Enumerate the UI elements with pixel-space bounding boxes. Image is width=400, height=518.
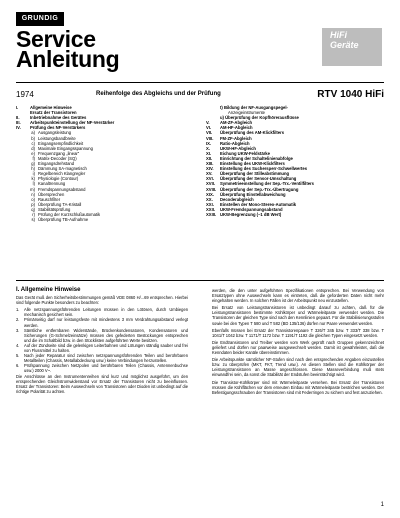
toc-entry-text: Decoderabgleich <box>220 196 254 202</box>
document-title <box>16 26 120 72</box>
toc-entry-number: p) <box>31 201 35 207</box>
toc-entry <box>206 212 384 217</box>
requirement-number: 1. <box>16 307 20 313</box>
toc-entry-number: XXI. <box>206 201 214 207</box>
toc-entry-number: a) <box>31 130 35 136</box>
toc-entry-number: XIV. <box>206 166 214 172</box>
toc-entry-number: XXIII. <box>206 211 217 217</box>
toc-entry-number: o) <box>31 196 35 202</box>
toc-entry-text: Regelbereich Klangregler <box>38 171 86 177</box>
requirement-item <box>16 353 188 363</box>
requirement-item <box>16 363 188 373</box>
title-line-1: Service <box>16 26 96 52</box>
badge-line-2: Geräte <box>330 40 359 50</box>
toc-entry-number: f) <box>32 155 35 161</box>
toc-entry-number: i) <box>32 171 35 177</box>
toc-entry-number: d) <box>31 145 35 151</box>
toc-entry-text: Symmetrieeinstellung der Sep.-Trx.-Ventilfilters <box>220 181 315 187</box>
toc-right <box>206 105 384 217</box>
toc-entry-number: I. <box>16 105 19 110</box>
toc-entry-number: XV. <box>206 171 213 177</box>
toc-entry-number: q) <box>31 206 35 212</box>
toc-entry-text: Maximale Eingangsspannung <box>38 145 93 151</box>
toc-entry-number: n) <box>31 191 35 197</box>
toc-entry-number: II. <box>16 115 20 121</box>
toc-entry-number: XI. <box>206 150 212 156</box>
requirement-number: 3. <box>16 327 20 333</box>
header <box>16 12 384 72</box>
toc-entry-text: Allgemeine Hinweise <box>30 105 72 110</box>
body-paragraph: Bei Ersatz von Leistungstransistoren ist unbedingt darauf zu achten, daß für die Leistungstransistoren bestimmte Kühlkörper und Wärmeleitpaste verwendet werden. Die Transistoren der gleichen Type sind nach den Kennlinien gepaart. Für die Stabilisierungsstufen sowie bei den Typen T 580 und T 582 (BD 135/136) dürfen nur Paare verwendet werden. <box>212 305 384 326</box>
requirement-text: Primärseitig darf nur leistungsfeste mit mindestens 3 mm Verdrahtungsabstand verlegt werden. <box>24 317 188 328</box>
requirement-number: 2. <box>16 317 20 323</box>
toc-entry-text: Rauschfilter <box>38 196 61 202</box>
toc-entry-text: Überprüfung der Sensor-Umschaltung <box>220 176 297 182</box>
toc-entry-text: Fremdspannungsabstand <box>38 186 86 192</box>
toc-entry-text: Leistungsbandbreite <box>38 135 76 141</box>
toc-entry-number: XXII. <box>206 206 216 212</box>
toc-entry-text: Matrix-Decoder (SQ) <box>38 155 77 161</box>
toc-entry-number: m) <box>30 186 35 192</box>
toc-entry-number: XX. <box>206 196 213 202</box>
outro-paragraph: Die Anschlüsse an den Instrumentenreihen sind kurz und möglichst ausgeführt, um den entsprechenden Gleichstromwiderstand vor Ersatz der Transistoren nicht zu beeinflussen. Ersatz der Transistoren: Beim Auswechseln von Transistoren oder Dioden ist unbedingt auf die richtige Polarität zu achten. <box>16 373 188 394</box>
body-paragraph: Die Transistor-Kühlkörper sind mit Wärmeleitpaste versehen. Bei Ersatz der Transistoren müssen die Kühlflächen vor dem erneuten Einbau mit Wärmeleitpaste bestrichen werden. Der Befestigungsschrauben der Transistoren sind mit Federringen zu sichern und fest anzuziehen. <box>212 379 384 395</box>
requirement-text: Prüfspannung zwischen Netzpolen und berührbaren Teilen (Chassis, Antennenbuchse usw.) 2000 V~. <box>24 363 188 374</box>
toc-entry-number: XII. <box>206 155 213 161</box>
toc-entry-number: XVII. <box>206 181 216 187</box>
section-heading: I. Allgemeine Hinweise <box>16 287 81 293</box>
toc-entry-number: IX. <box>206 140 212 146</box>
requirement-item <box>16 317 188 327</box>
requirement-text: Alle netzspannungsführenden Leitungen müssen in den Lötösen, durch Umbiegen mechanisch gesichert sein. <box>24 307 188 318</box>
header-rule <box>16 82 384 83</box>
title-line-2: Anleitung <box>16 46 120 72</box>
document-subtitle: Reihenfolge des Abgleichs und der Prüfung <box>96 91 221 97</box>
body-paragraph: werden, die den unter aufgeführten Spezifikationen entsprechen. Bei Verwendung von Ersatztypen ohne Auswechseln kann es eintreten, daß die geforderten Daten nicht mehr eingehalten werden. In solchen Fällen ist der Arbeitspunkt neu einzustellen. <box>212 288 384 304</box>
grundig-logo: GRUNDIG <box>16 12 64 26</box>
toc-entry-text: Arbeitspunkteinstellung der NF-Verstärker <box>30 120 115 126</box>
requirements-list <box>16 307 188 373</box>
toc-entry-text: Überprüfung Einstellabweichung <box>220 191 286 197</box>
requirement-number: 4. <box>16 342 20 348</box>
toc-entry-text: Ratio-Abgleich <box>220 140 250 146</box>
toc-entry-number: VII. <box>206 130 213 136</box>
toc-entry-text: Inbetriebnahme des Gerätes <box>30 115 87 121</box>
requirement-number: 5. <box>16 353 20 359</box>
toc-entry-number: XIX. <box>206 191 214 197</box>
toc-entry-number: c) <box>31 140 35 146</box>
hifi-badge <box>322 28 382 66</box>
body-left-column <box>16 288 188 396</box>
toc-entry-text: Überprüfung des AM-Klickfilters <box>220 130 285 136</box>
year: 1974 <box>16 90 34 99</box>
toc-entry-number: VIII. <box>206 135 214 141</box>
toc-entry-text: Eichung UKW-Feldstärke <box>220 150 270 156</box>
toc-entry-text: Übersprechen <box>38 191 65 197</box>
requirement-text: Sämtliche entfernbaren Widerstände, Brückenkondensatoren, Kondensatoren und Sicherungen (G-Schmelzeinsätze) müssen des gefederten Bestückungen entsprechen und die im Schaltbild bzw. in den Stücklisten aufgeführten Werte besitzen. <box>24 327 188 343</box>
toc-left <box>16 105 194 222</box>
toc-entry-number: h) <box>31 166 35 172</box>
toc-entry-number: III. <box>16 120 21 126</box>
toc-entry-text: t) Bildung der NF-Ausgangspegel- <box>220 105 288 110</box>
intro-paragraph: Das Gerät muß den Sicherheitsbestimmungen gemäß VDE 0860 H/...69 entsprechen. Hierbei sind folgende Punkte besonders zu beachten: <box>16 295 188 306</box>
toc-entry-text: Einstellung des UKW-Klickfilters <box>220 161 285 167</box>
toc-entry-text: AM-ZF-Abgleich <box>220 120 253 126</box>
toc-entry-text: Dämmung SA-magnetisch <box>38 166 87 172</box>
toc-entry-text: Eingangsempfindlichkeit <box>38 140 84 146</box>
toc-entry-number: X. <box>206 145 210 151</box>
requirement-text: Auf der Zündseite sind die gelenkigen Leiterbahnen und Lötungen ständig sauber und frei von Flussmittel zu halten. <box>24 342 188 354</box>
toc-entry-text: UKW-Begrenzung (–1 dB Wert) <box>220 211 282 217</box>
toc-entry-number: XVIII. <box>206 186 217 192</box>
body-paragraph: Die Arbeitspunkte sämtlicher NF-Stufen sind nach den entsprechenden Angaben einzustellen bzw. zu überprüfen (MKT, FKT, Trend usw.). An diesen Stellen sind die Kühlkörper der Leistungstransistoren an Masse angeschlossen. Diese Masseverbindung muß stets einwandfrei sein, da sonst die Stabilität der Endstufen beeinträchtigt wird. <box>212 357 384 378</box>
toc-entry-text: Überprüfung TA-Kristall <box>38 201 82 207</box>
requirement-item <box>16 343 188 353</box>
toc-entry-number: XIII. <box>206 161 214 167</box>
toc-entry-number: k) <box>31 176 35 182</box>
toc-entry-text: Ersatz der Transistoren <box>30 110 77 116</box>
toc-entry-text: Stabilitätsprüfung <box>38 206 71 212</box>
requirement-number: 6. <box>16 363 20 369</box>
toc-entry-text: AM-HF-Abgleich <box>220 125 253 131</box>
requirement-text: Nach jeder Reparatur sind zwischen netzspannungsführenden Teilen und berührbaren Metallteilen (Chassis, Metallabdeckung usw.) keine Verbindungen herzustellen. <box>24 353 188 364</box>
toc-entry-text: Einstellen der Mono-Stereo-Automatik <box>220 201 297 207</box>
toc-entry-text: Einstellung des Suchersperr-Schwellwertes <box>220 166 308 172</box>
toc-entry-text: UKW-HF-Abgleich <box>220 145 256 151</box>
toc-entry-text: Prüfung des NF-Verstärkers <box>30 125 86 131</box>
badge-text <box>330 30 359 50</box>
body-paragraph: Die Endtransistoren und Treiber werden vom Werk geprüft nach Gruppen gekennzeichnet geliefert und dürfen nur paarweise ausgewechselt werden. Damit ist gewährleistet, daß die Kenndaten beider Kanäle übereinstimmen. <box>212 339 384 356</box>
requirement-item <box>16 307 188 317</box>
toc-entry-text: Überprüfung der Stilleabstimmung <box>220 171 290 177</box>
body-right-column <box>212 288 384 397</box>
badge-line-1: HiFi <box>330 30 347 40</box>
toc-entry-text: Einrichtung der Schaltelinienabfolge <box>220 155 293 161</box>
toc-entry-number: r) <box>32 211 35 217</box>
toc-entry-number: b) <box>31 135 35 141</box>
page-number: 1 <box>380 502 384 508</box>
toc-entry-text: Eingangsdrehstand <box>38 161 75 167</box>
toc-entry-number: e) <box>31 150 35 156</box>
toc-entry-number: V. <box>206 120 210 126</box>
model-number: RTV 1040 HiFi <box>317 89 384 100</box>
toc-entry-number: IV. <box>16 125 21 131</box>
toc-entry-number: XVI. <box>206 176 214 182</box>
toc-entry-text: Physiologie (Contour) <box>38 176 79 182</box>
toc-entry <box>16 217 194 222</box>
toc-entry-text: Ausgangsleistung <box>38 130 72 136</box>
section-rule <box>16 280 384 281</box>
toc-entry-number: g) <box>31 161 35 167</box>
requirement-item <box>16 328 188 343</box>
toc-entry-text: Kanaltrennung <box>38 181 66 187</box>
toc-entry-text: FM-ZF-Abgleich <box>220 135 252 141</box>
toc-entry-text: Überprüfung TB-Aufnahme <box>38 217 89 223</box>
toc-entry-text: Anzeigeinstrumente <box>228 110 266 116</box>
toc-entry-text: UKW-Fremdspannungsabstand <box>220 206 283 212</box>
body-paragraph: Ebenfalls müssen bei Ersatz der Transistorenpaare T 326/T 345 bzw. T 333/T 338 bzw. T 1041/T 1042 bzw. T 1171/T 1172 bzw. T 1191/T 1192 die gleichen Typen eingesetzt werden. <box>212 327 384 338</box>
toc-entry-number: VI. <box>206 125 212 131</box>
toc-entry-number: l) <box>32 181 35 187</box>
toc-entry-text: Prüfung der Kurzschlußautomatik <box>38 211 101 217</box>
toc-entry-number: s) <box>31 217 35 223</box>
toc-entry-text: Überprüfung der Sep.-Trx.-Übertragung <box>220 186 299 192</box>
toc-entry-text: u) Überprüfung der Kopfhörerausflüsse <box>220 115 299 121</box>
toc-entry-text: Frequenzgang „linear“ <box>38 150 80 156</box>
